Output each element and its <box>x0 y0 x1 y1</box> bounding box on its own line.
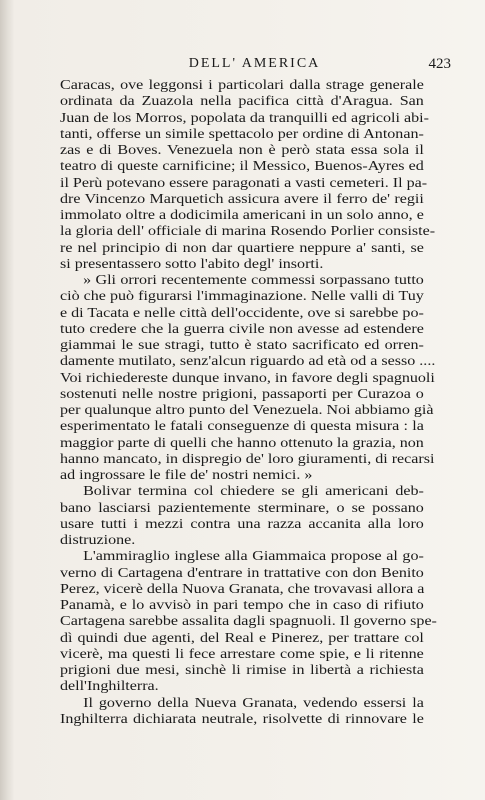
text-line: zas e di Boves. Venezuela non è però stata essa sola il <box>60 143 424 158</box>
text-line: dì quindi due agenti, del Real e Pinerez, per trattare col <box>60 630 424 646</box>
text-line: vicerè, ma questi li fece arrestare come spie, e li ritenne <box>60 646 424 662</box>
text-line: giammai le sue stragi, tutto è stato sacrificato ed orren- <box>60 338 424 353</box>
text-line: Il governo della Nueva Granata, vedendo essersi la <box>83 695 424 711</box>
text-line: tuto credere che la guerra civile non avesse ad estendere <box>60 321 424 337</box>
text-line: Bolivar termina col chiedere se gli americani deb- <box>83 484 424 500</box>
text-line: tanti, offerse un simile spettacolo per ordine di Antonan- <box>60 126 424 142</box>
text-line: re nel principio di non dar quartiere neppure a' santi, se <box>60 240 424 256</box>
text-line: sostenuti nelle nostre prigioni, passaporti per Curazoa o <box>60 386 424 402</box>
text-line: Caracas, ove leggonsi i particolari dalla strage generale <box>60 78 424 93</box>
text-line: ciò che può figurarsi l'immaginazione. Nelle valli di Tuy <box>60 289 424 305</box>
text-line: Panamà, e lo avvisò in pari tempo che in caso di rifiuto <box>60 598 424 613</box>
text-line: bano lasciarsi pazientemente sterminare, o se possano <box>60 500 424 516</box>
text-line: Voi richiedereste dunque invano, in favore degli spagnuoli <box>60 370 435 386</box>
text-line: la gloria dell' officiale di marina Rosendo Porlier consiste- <box>60 224 436 240</box>
text-line: damente mutilato, senz'alcun riguardo ad età od a sesso .... <box>60 354 436 370</box>
text-line: ordinata da Zuazola nella pacifica città d'Aragua. San <box>60 94 424 110</box>
text-line: teatro di queste carnificine; il Messico, Buenos-Ayres ed <box>60 159 424 175</box>
text-line: ad ingrossare le file de' nostri nemici. » <box>60 468 313 483</box>
text-line: distruzione. <box>60 533 136 548</box>
text-line: L'ammiraglio inglese alla Giammaica propose al go- <box>83 549 424 565</box>
text-line: Perez, vicerè della Nuova Granata, che trovavasi allora a <box>60 581 425 597</box>
text-line: Inghilterra dichiarata neutrale, risolvette di rinnovare le <box>60 711 424 727</box>
page-header <box>58 56 451 78</box>
text-line: dell'Inghilterra. <box>60 679 159 695</box>
text-line: si presentassero sotto l'abito degl' insorti. <box>60 256 324 272</box>
text-line: prigioni due mesi, sinchè li rimise in libertà a richiesta <box>60 663 424 678</box>
page-binding-shadow <box>0 0 14 800</box>
text-line: per qualunque altro punto del Venezuela. Noi abbiamo già <box>60 403 434 418</box>
text-line: dre Vincenzo Marquetich assicura avere il ferro de' regii <box>60 191 424 207</box>
page-number: 423 <box>428 56 451 72</box>
text-line: maggior parte di quelli che hanno ottenuto la grazia, non <box>60 435 424 451</box>
text-line: il Perù potevano essere paragonati a vasti cemeteri. Il pa- <box>60 175 428 191</box>
text-line: verno di Cartagena d'entrare in trattative con don Benito <box>60 565 424 581</box>
body-text <box>60 78 437 728</box>
text-line: hanno mancato, in dispregio de' loro giuramenti, di recarsi <box>60 451 435 467</box>
text-line: Cartagena sarebbe assalita dagli spagnuoli. Il governo spe- <box>60 614 437 630</box>
running-head: DELL' AMERICA <box>188 56 321 71</box>
text-line: immolato oltre a dodicimila americani in un solo anno, e <box>60 208 424 223</box>
text-line: e di Tacata e nelle città dell'occidente, ove si sarebbe po- <box>60 305 424 321</box>
text-line: usare tutti i mezzi contra una razza accanita alla loro <box>60 516 424 532</box>
text-line: » Gli orrori recentemente commessi sorpassano tutto <box>83 273 424 288</box>
text-line: esperimentato le fatali conseguenze di questa misura : la <box>60 419 424 435</box>
text-line: Juan de los Morros, popolata da tranquilli ed agricoli abi- <box>60 110 429 126</box>
